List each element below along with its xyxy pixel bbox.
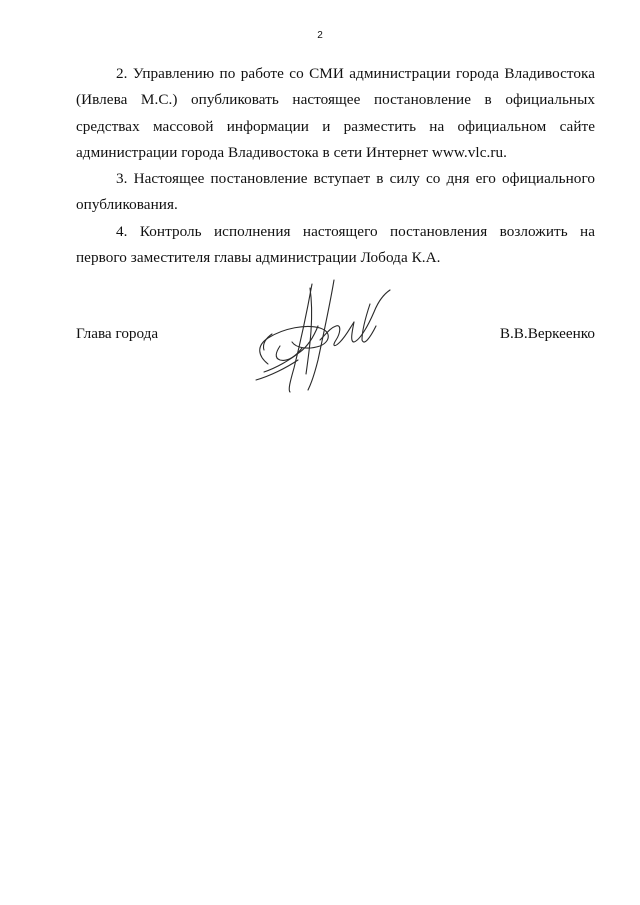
signer-title: Глава города	[76, 325, 159, 342]
page-number: 2	[317, 30, 323, 41]
paragraph-4: 4. Контроль исполнения настоящего постановления возложить на первого заместителя главы администрации Лобода К.А.	[76, 222, 595, 267]
document-body	[76, 61, 595, 271]
handwritten-signature-icon	[250, 276, 395, 396]
paragraph-3: 3. Настоящее постановление вступает в силу со дня его официального опубликования.	[76, 170, 595, 214]
paragraph-2: 2. Управлению по работе со СМИ администрации города Владивостока (Ивлева М.С.) опубликовать настоящее постановление в официальных средствах массовой информации и разместить на официальном сайте администрации города Владивостока в сети Интернет www.vlc.ru.	[76, 65, 595, 161]
signer-name: В.В.Веркеенко	[499, 325, 595, 342]
